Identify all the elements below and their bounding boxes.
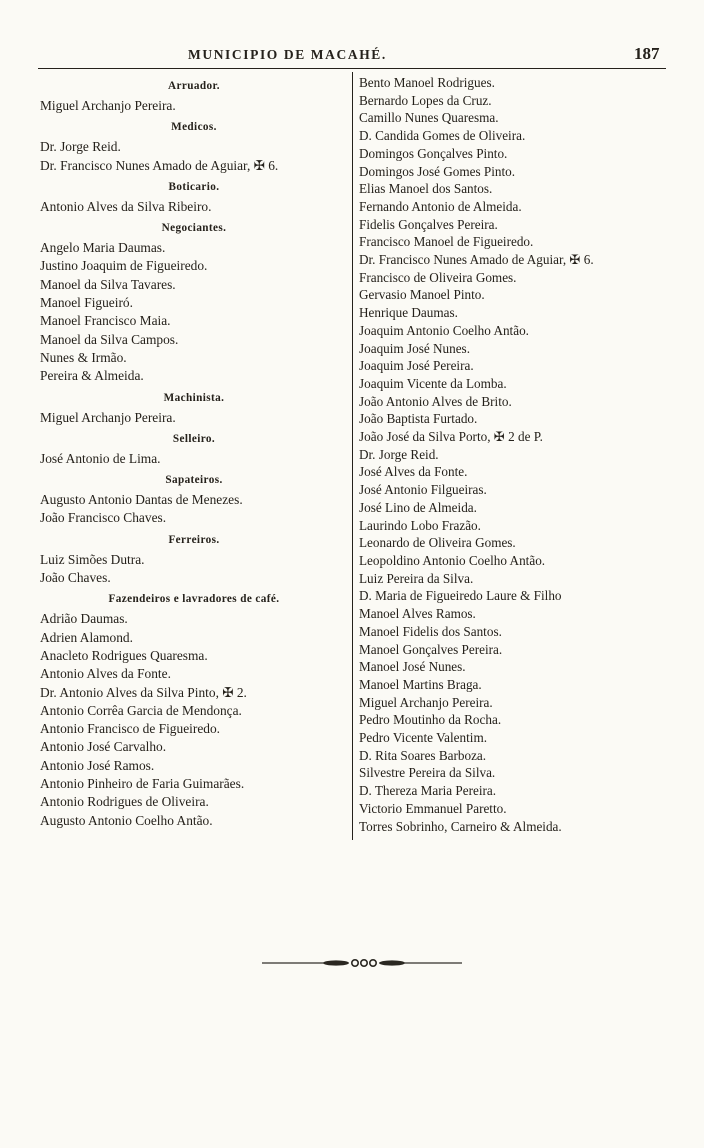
left-column: [38, 74, 350, 830]
directory-entry: Dr. Francisco Nunes Amado de Aguiar, ✠ 6.: [40, 157, 279, 173]
directory-entry: João Antonio Alves de Brito.: [359, 393, 512, 409]
directory-entry: Manoel Figueiró.: [40, 295, 133, 311]
directory-entry: Manoel da Silva Tavares.: [40, 276, 176, 292]
directory-entry: Francisco Manoel de Figueiredo.: [359, 234, 534, 250]
directory-entry: Antonio Francisco de Figueiredo.: [40, 721, 220, 737]
section-heading: Medicos.: [171, 121, 217, 134]
directory-entry: Gervasio Manoel Pinto.: [359, 287, 485, 303]
directory-entry: José Lino de Almeida.: [359, 499, 477, 515]
directory-entry: Dr. Antonio Alves da Silva Pinto, ✠ 2.: [40, 684, 247, 700]
directory-entry: Nunes & Irmão.: [40, 349, 127, 365]
directory-entry: Adrien Alamond.: [40, 629, 133, 645]
directory-entry: Miguel Archanjo Pereira.: [40, 409, 176, 425]
column-divider: [352, 72, 353, 840]
section-heading: Boticario.: [168, 180, 220, 193]
section-heading: Selleiro.: [172, 432, 216, 445]
directory-entry: Pedro Moutinho da Rocha.: [359, 712, 502, 728]
directory-entry: Dr. Francisco Nunes Amado de Aguiar, ✠ 6.: [359, 252, 594, 268]
directory-entry: Joaquim Vicente da Lomba.: [359, 375, 507, 391]
directory-entry: Elias Manoel dos Santos.: [359, 181, 493, 197]
header-rule: [38, 68, 666, 69]
directory-entry: Joaquim José Pereira.: [359, 358, 474, 374]
directory-entry: Manoel Fidelis dos Santos.: [359, 623, 502, 639]
directory-entry: Augusto Antonio Coelho Antão.: [40, 812, 213, 828]
directory-entry: Miguel Archanjo Pereira.: [40, 98, 176, 113]
directory-entry: Luiz Simões Dutra.: [40, 551, 145, 567]
directory-entry: Joaquim Antonio Coelho Antão.: [359, 322, 529, 338]
directory-entry: Adrião Daumas.: [40, 611, 128, 627]
directory-entry: D. Candida Gomes de Oliveira.: [359, 128, 526, 144]
directory-entry: José Antonio Filgueiras.: [359, 482, 487, 498]
directory-entry: Manoel Francisco Maia.: [40, 313, 171, 329]
directory-entry: João Chaves.: [40, 570, 111, 586]
directory-entry: José Alves da Fonte.: [359, 464, 468, 480]
directory-entry: José Antonio de Lima.: [40, 450, 161, 466]
directory-entry: Joaquim José Nunes.: [359, 340, 470, 356]
directory-entry: Pereira & Almeida.: [40, 368, 144, 384]
section-heading: Machinista.: [163, 391, 225, 404]
directory-entry: Leopoldino Antonio Coelho Antão.: [359, 552, 546, 568]
directory-entry: Leonardo de Oliveira Gomes.: [359, 535, 516, 551]
directory-entry: Angelo Maria Daumas.: [40, 240, 166, 256]
directory-entry: D. Maria de Figueiredo Laure & Filho: [359, 588, 562, 604]
directory-entry: João José da Silva Porto, ✠ 2 de P.: [359, 429, 543, 445]
directory-entry: Torres Sobrinho, Carneiro & Almeida.: [359, 818, 562, 834]
directory-entry: Anacleto Rodrigues Quaresma.: [40, 647, 208, 663]
directory-entry: Manoel da Silva Campos.: [40, 331, 179, 347]
directory-entry: Laurindo Lobo Frazão.: [359, 517, 481, 533]
ornament-graphic: [262, 956, 462, 970]
directory-entry: Antonio Corrêa Garcia de Mendonça.: [40, 702, 242, 718]
page-number: 187: [634, 44, 660, 63]
directory-entry: Silvestre Pereira da Silva.: [359, 765, 496, 781]
directory-entry: Camillo Nunes Quaresma.: [359, 110, 499, 126]
directory-entry: João Francisco Chaves.: [40, 510, 167, 526]
directory-entry: Dr. Jorge Reid.: [359, 446, 439, 462]
section-heading: Sapateiros.: [165, 474, 223, 487]
directory-entry: Victorio Emmanuel Paretto.: [359, 800, 507, 816]
section-heading: Negociantes.: [161, 222, 227, 235]
directory-entry: Henrique Daumas.: [359, 305, 458, 321]
directory-entry: Antonio Alves da Fonte.: [40, 666, 171, 682]
directory-entry: Miguel Archanjo Pereira.: [359, 694, 493, 710]
section-heading: Fazendeiros e lavradores de café.: [108, 593, 280, 606]
directory-entry: Augusto Antonio Dantas de Menezes.: [40, 492, 243, 508]
directory-entry: Domingos José Gomes Pinto.: [359, 163, 516, 179]
directory-entry: Manoel José Nunes.: [359, 659, 466, 675]
directory-entry: Bernardo Lopes da Cruz.: [359, 92, 492, 108]
directory-entry: Antonio José Carvalho.: [40, 739, 167, 755]
directory-entry: Francisco de Oliveira Gomes.: [359, 269, 517, 285]
directory-entry: Antonio Pinheiro de Faria Guimarães.: [40, 776, 245, 792]
directory-entry: Justino Joaquim de Figueiredo.: [40, 258, 208, 274]
directory-entry: Antonio José Ramos.: [40, 757, 155, 773]
divider-ornament: [262, 956, 462, 970]
section-heading: Arruador.: [168, 80, 220, 92]
directory-entry: D. Thereza Maria Pereira.: [359, 783, 497, 799]
directory-entry: Antonio Alves da Silva Ribeiro.: [40, 198, 212, 214]
directory-entry: Manoel Martins Braga.: [359, 676, 482, 692]
directory-entry: Manoel Gonçalves Pereira.: [359, 641, 503, 657]
directory-entry: Dr. Jorge Reid.: [40, 139, 121, 155]
directory-entry: Luiz Pereira da Silva.: [359, 570, 474, 586]
section-heading: Ferreiros.: [168, 533, 220, 546]
directory-entry: Domingos Gonçalves Pinto.: [359, 145, 508, 161]
directory-entry: Bento Manoel Rodrigues.: [359, 75, 495, 90]
directory-entry: João Baptista Furtado.: [359, 411, 478, 427]
directory-entry: Antonio Rodrigues de Oliveira.: [40, 794, 209, 810]
right-column: [357, 74, 669, 835]
page-header-title: MUNICIPIO DE MACAHÉ.: [188, 47, 387, 62]
directory-entry: D. Rita Soares Barboza.: [359, 747, 487, 763]
directory-entry: Manoel Alves Ramos.: [359, 606, 476, 622]
directory-entry: Fidelis Gonçalves Pereira.: [359, 216, 498, 232]
directory-entry: Fernando Antonio de Almeida.: [359, 198, 522, 214]
directory-entry: Pedro Vicente Valentim.: [359, 730, 488, 746]
